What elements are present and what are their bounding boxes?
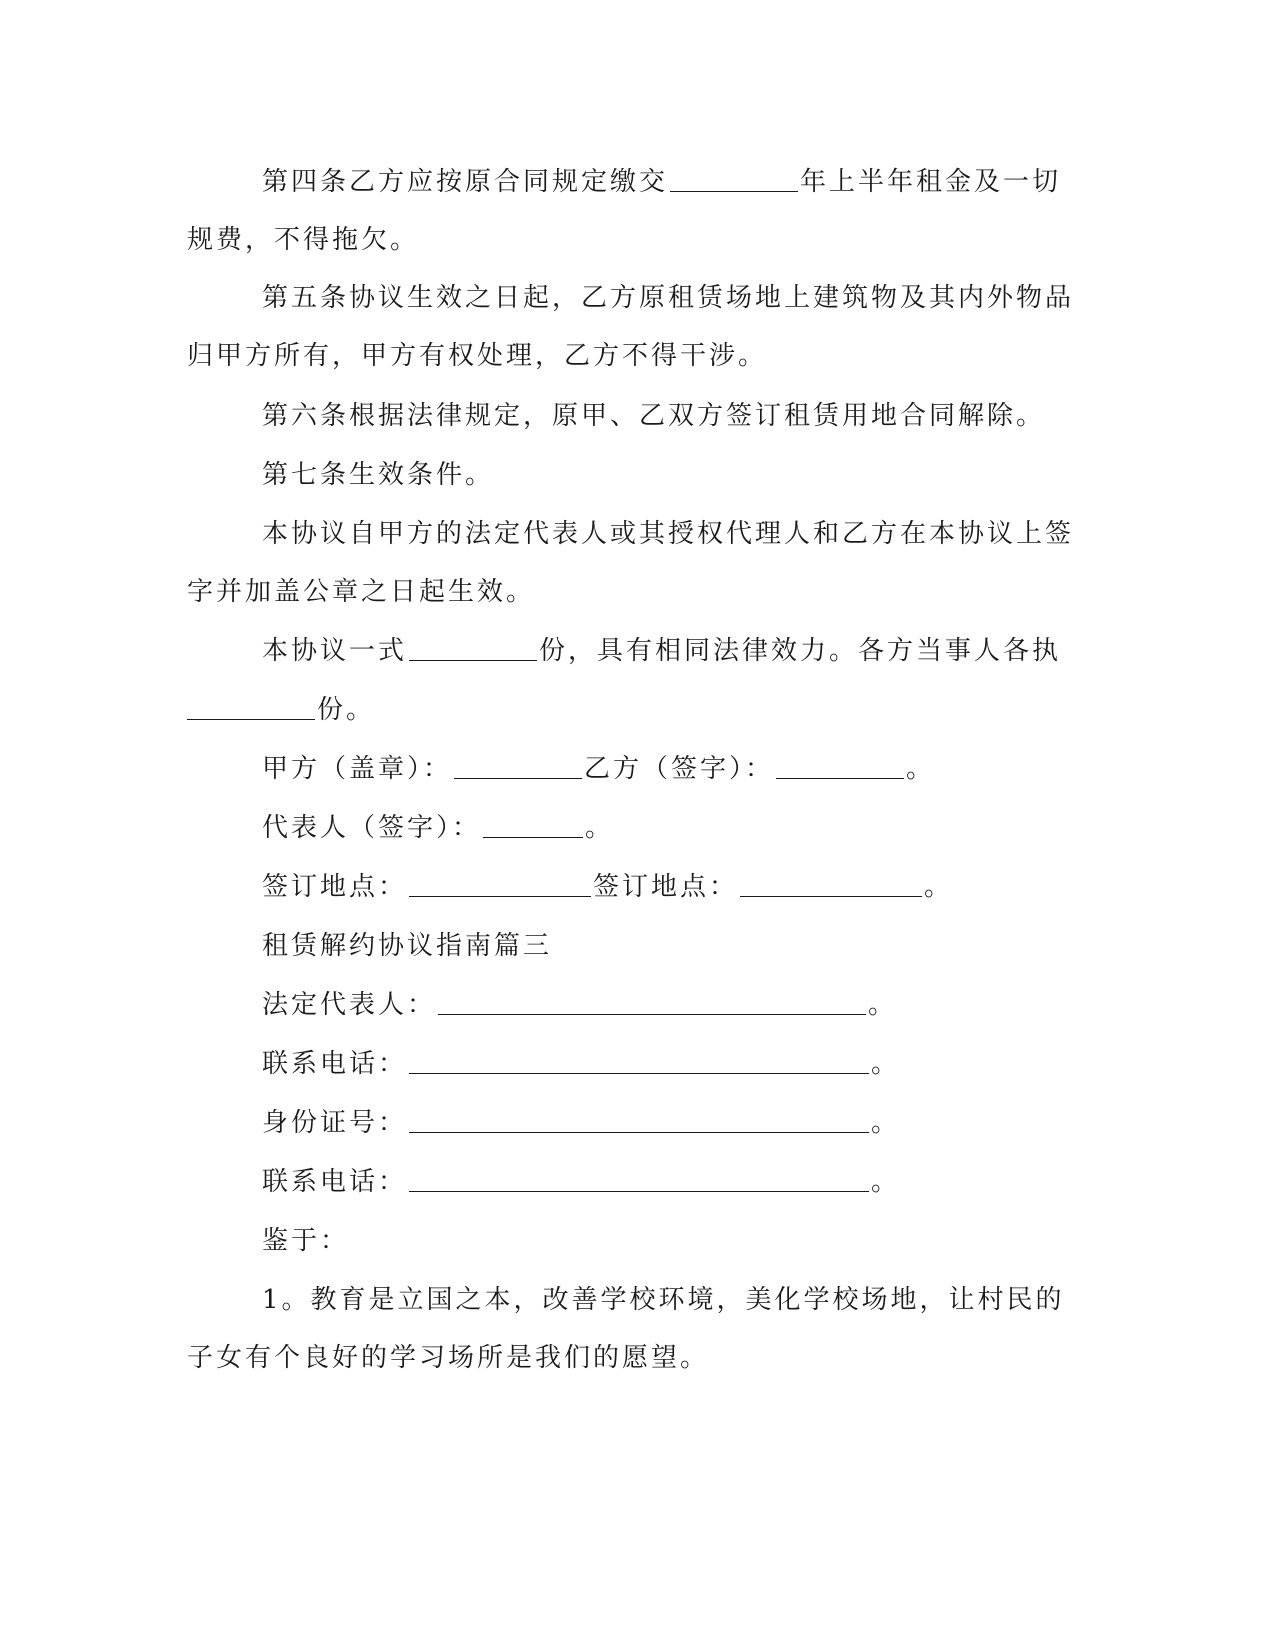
phone-row-1 bbox=[262, 1044, 900, 1084]
id-number-label: 身份证号： bbox=[262, 1108, 408, 1138]
legal-representative-blank bbox=[438, 986, 866, 1015]
party-b-blank bbox=[776, 750, 904, 779]
copies-count-blank bbox=[409, 632, 537, 661]
article-5: 第五条协议生效之日起，乙方原租赁场地上建筑物及其内外物品 bbox=[262, 283, 1075, 313]
copies-continuation bbox=[187, 690, 375, 730]
end-mark: 。 bbox=[871, 1108, 901, 1138]
party-a-blank bbox=[454, 750, 582, 779]
party-b-label: 乙方（签字）： bbox=[584, 754, 775, 784]
article-4 bbox=[262, 162, 1061, 202]
signing-place-blank-1 bbox=[409, 868, 591, 897]
article-4-text-b: 年上半年租金及一切 bbox=[800, 167, 1062, 197]
end-mark: 。 bbox=[906, 754, 936, 784]
phone-label-1: 联系电话： bbox=[262, 1049, 408, 1079]
whereas-item-1: 1。教育是立国之本，改善学校环境，美化学校场地，让村民的 bbox=[262, 1285, 1065, 1315]
article-5-continuation: 归甲方所有，甲方有权处理，乙方不得干涉。 bbox=[187, 341, 768, 371]
signing-place-label-2: 签订地点： bbox=[593, 872, 739, 902]
section-title: 租赁解约协议指南篇三 bbox=[262, 931, 553, 961]
signing-place-row bbox=[262, 867, 953, 907]
article-4-text-a: 第四条乙方应按原合同规定缴交 bbox=[262, 167, 669, 197]
whereas-heading: 鉴于： bbox=[262, 1226, 350, 1256]
effect-clause-continuation: 字并加盖公章之日起生效。 bbox=[187, 577, 536, 607]
end-mark: 。 bbox=[924, 872, 954, 902]
end-mark: 。 bbox=[585, 813, 615, 843]
representative-blank bbox=[483, 809, 583, 838]
phone-blank-2 bbox=[409, 1163, 869, 1192]
copies-text-a: 本协议一式 bbox=[262, 636, 408, 666]
party-a-label: 甲方（盖章）： bbox=[262, 754, 453, 784]
signature-row-parties bbox=[262, 749, 935, 789]
end-mark: 。 bbox=[871, 1167, 901, 1197]
signing-place-blank-2 bbox=[740, 868, 922, 897]
copies-continuation-text: 份。 bbox=[317, 695, 376, 725]
article-4-continuation: 规费，不得拖欠。 bbox=[187, 225, 420, 255]
article-6: 第六条根据法律规定，原甲、乙双方签订租赁用地合同解除。 bbox=[262, 401, 1046, 431]
signing-place-label-1: 签订地点： bbox=[262, 872, 408, 902]
legal-representative-label: 法定代表人： bbox=[262, 990, 437, 1020]
phone-label-2: 联系电话： bbox=[262, 1167, 408, 1197]
id-number-row bbox=[262, 1103, 900, 1143]
legal-representative-row bbox=[262, 985, 897, 1025]
year-blank bbox=[670, 163, 798, 192]
copies-each-blank bbox=[187, 691, 315, 720]
copies-clause bbox=[262, 631, 1061, 671]
article-7: 第七条生效条件。 bbox=[262, 460, 495, 490]
id-number-blank bbox=[409, 1104, 869, 1133]
copies-text-b: 份，具有相同法律效力。各方当事人各执 bbox=[539, 636, 1062, 666]
phone-blank-1 bbox=[409, 1045, 869, 1074]
whereas-item-1-continuation: 子女有个良好的学习场所是我们的愿望。 bbox=[187, 1343, 710, 1373]
representative-label: 代表人（签字）： bbox=[262, 813, 482, 843]
effect-clause: 本协议自甲方的法定代表人或其授权代理人和乙方在本协议上签 bbox=[262, 519, 1075, 549]
signature-row-representative bbox=[262, 808, 614, 848]
end-mark: 。 bbox=[868, 990, 898, 1020]
phone-row-2 bbox=[262, 1162, 900, 1202]
end-mark: 。 bbox=[871, 1049, 901, 1079]
